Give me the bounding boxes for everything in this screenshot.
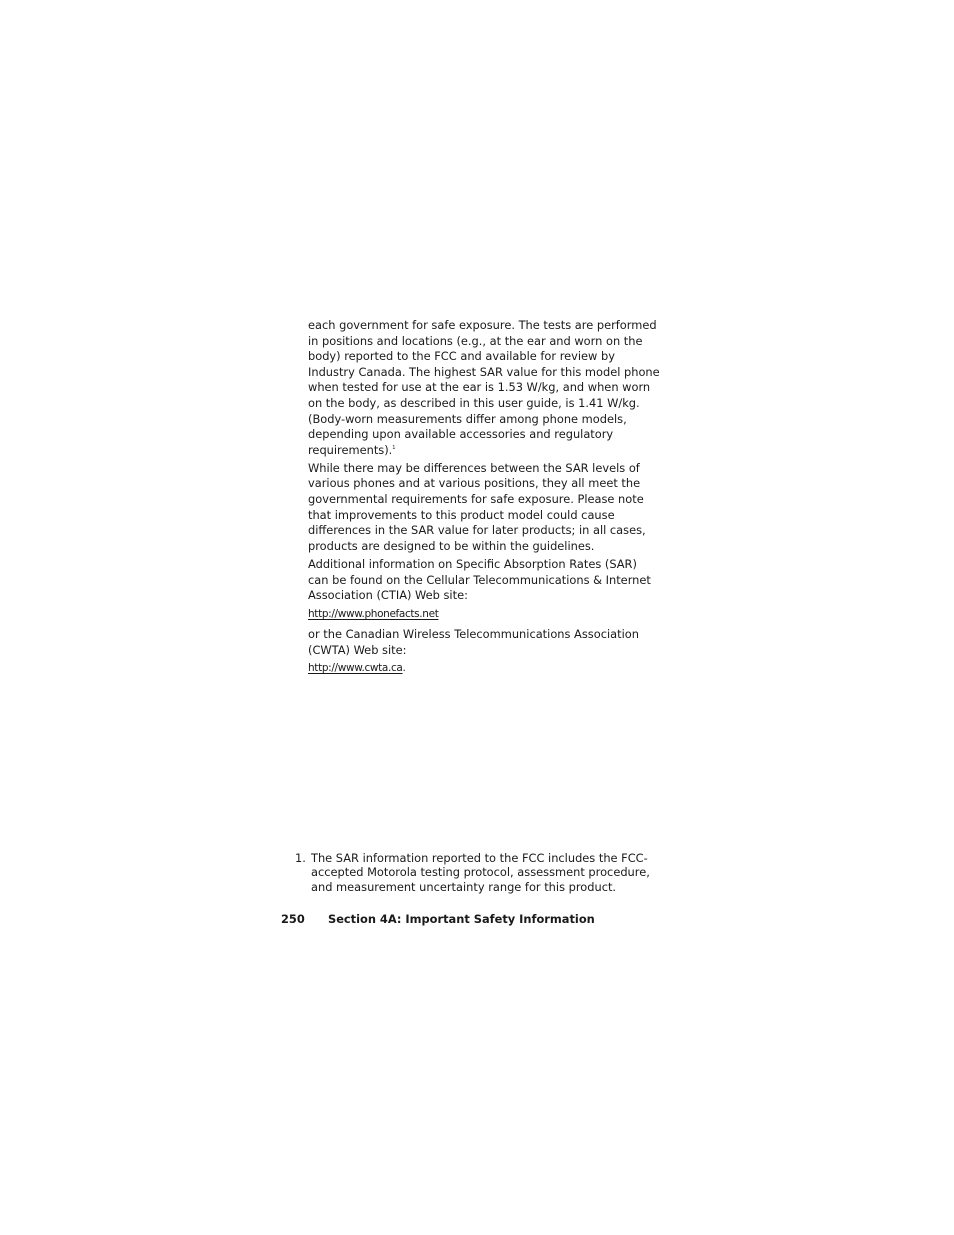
cwta-link-suffix: . xyxy=(402,662,406,675)
footnote-text: The SAR information reported to the FCC includes the FCC-accepted Motorola testing protocol, assessment procedure, and measurement uncertainty range for this product. xyxy=(311,851,650,894)
footnote xyxy=(295,851,657,894)
ctia-link-line xyxy=(308,607,660,623)
cwta-link-line xyxy=(308,661,660,677)
sar-paragraph-1 xyxy=(308,318,660,458)
sar-paragraph-1-text: each government for safe exposure. The tests are performed in positions and locations (e.g., at the ear and worn on the body) reported to the FCC and available for review by Industry Canada. The highest SAR value for this model phone when tested for use at the ear is 1.53 W/kg, and when worn on the body, as described in this user guide, is 1.41 W/kg. (Body-worn measurements differ among phone models, depending upon available accessories and regulatory requirements). xyxy=(308,318,660,457)
footnote-number: 1. xyxy=(295,851,306,865)
cwta-link[interactable]: http://www.cwta.ca xyxy=(308,662,403,675)
page-number: 250 xyxy=(281,912,305,926)
footnote-reference[interactable]: 1 xyxy=(392,444,396,451)
ctia-link[interactable]: http://www.phonefacts.net xyxy=(308,607,439,620)
sar-paragraph-2: While there may be differences between the SAR levels of various phones and at various positions, they all meet the governmental requirements for safe exposure. Please note that improvements to this product model could cause differences in the SAR value for later products; in all cases, products are designed to be within the guidelines. xyxy=(308,460,646,553)
main-content xyxy=(308,318,660,682)
page-footer xyxy=(281,912,595,926)
section-title: Section 4A: Important Safety Information xyxy=(328,912,595,926)
sar-paragraph-4: or the Canadian Wireless Telecommunications Association (CWTA) Web site: xyxy=(308,627,639,657)
sar-paragraph-3: Additional information on Specific Absorption Rates (SAR) can be found on the Cellular Telecommunications & Internet Association (CTIA) Web site: xyxy=(308,556,651,603)
